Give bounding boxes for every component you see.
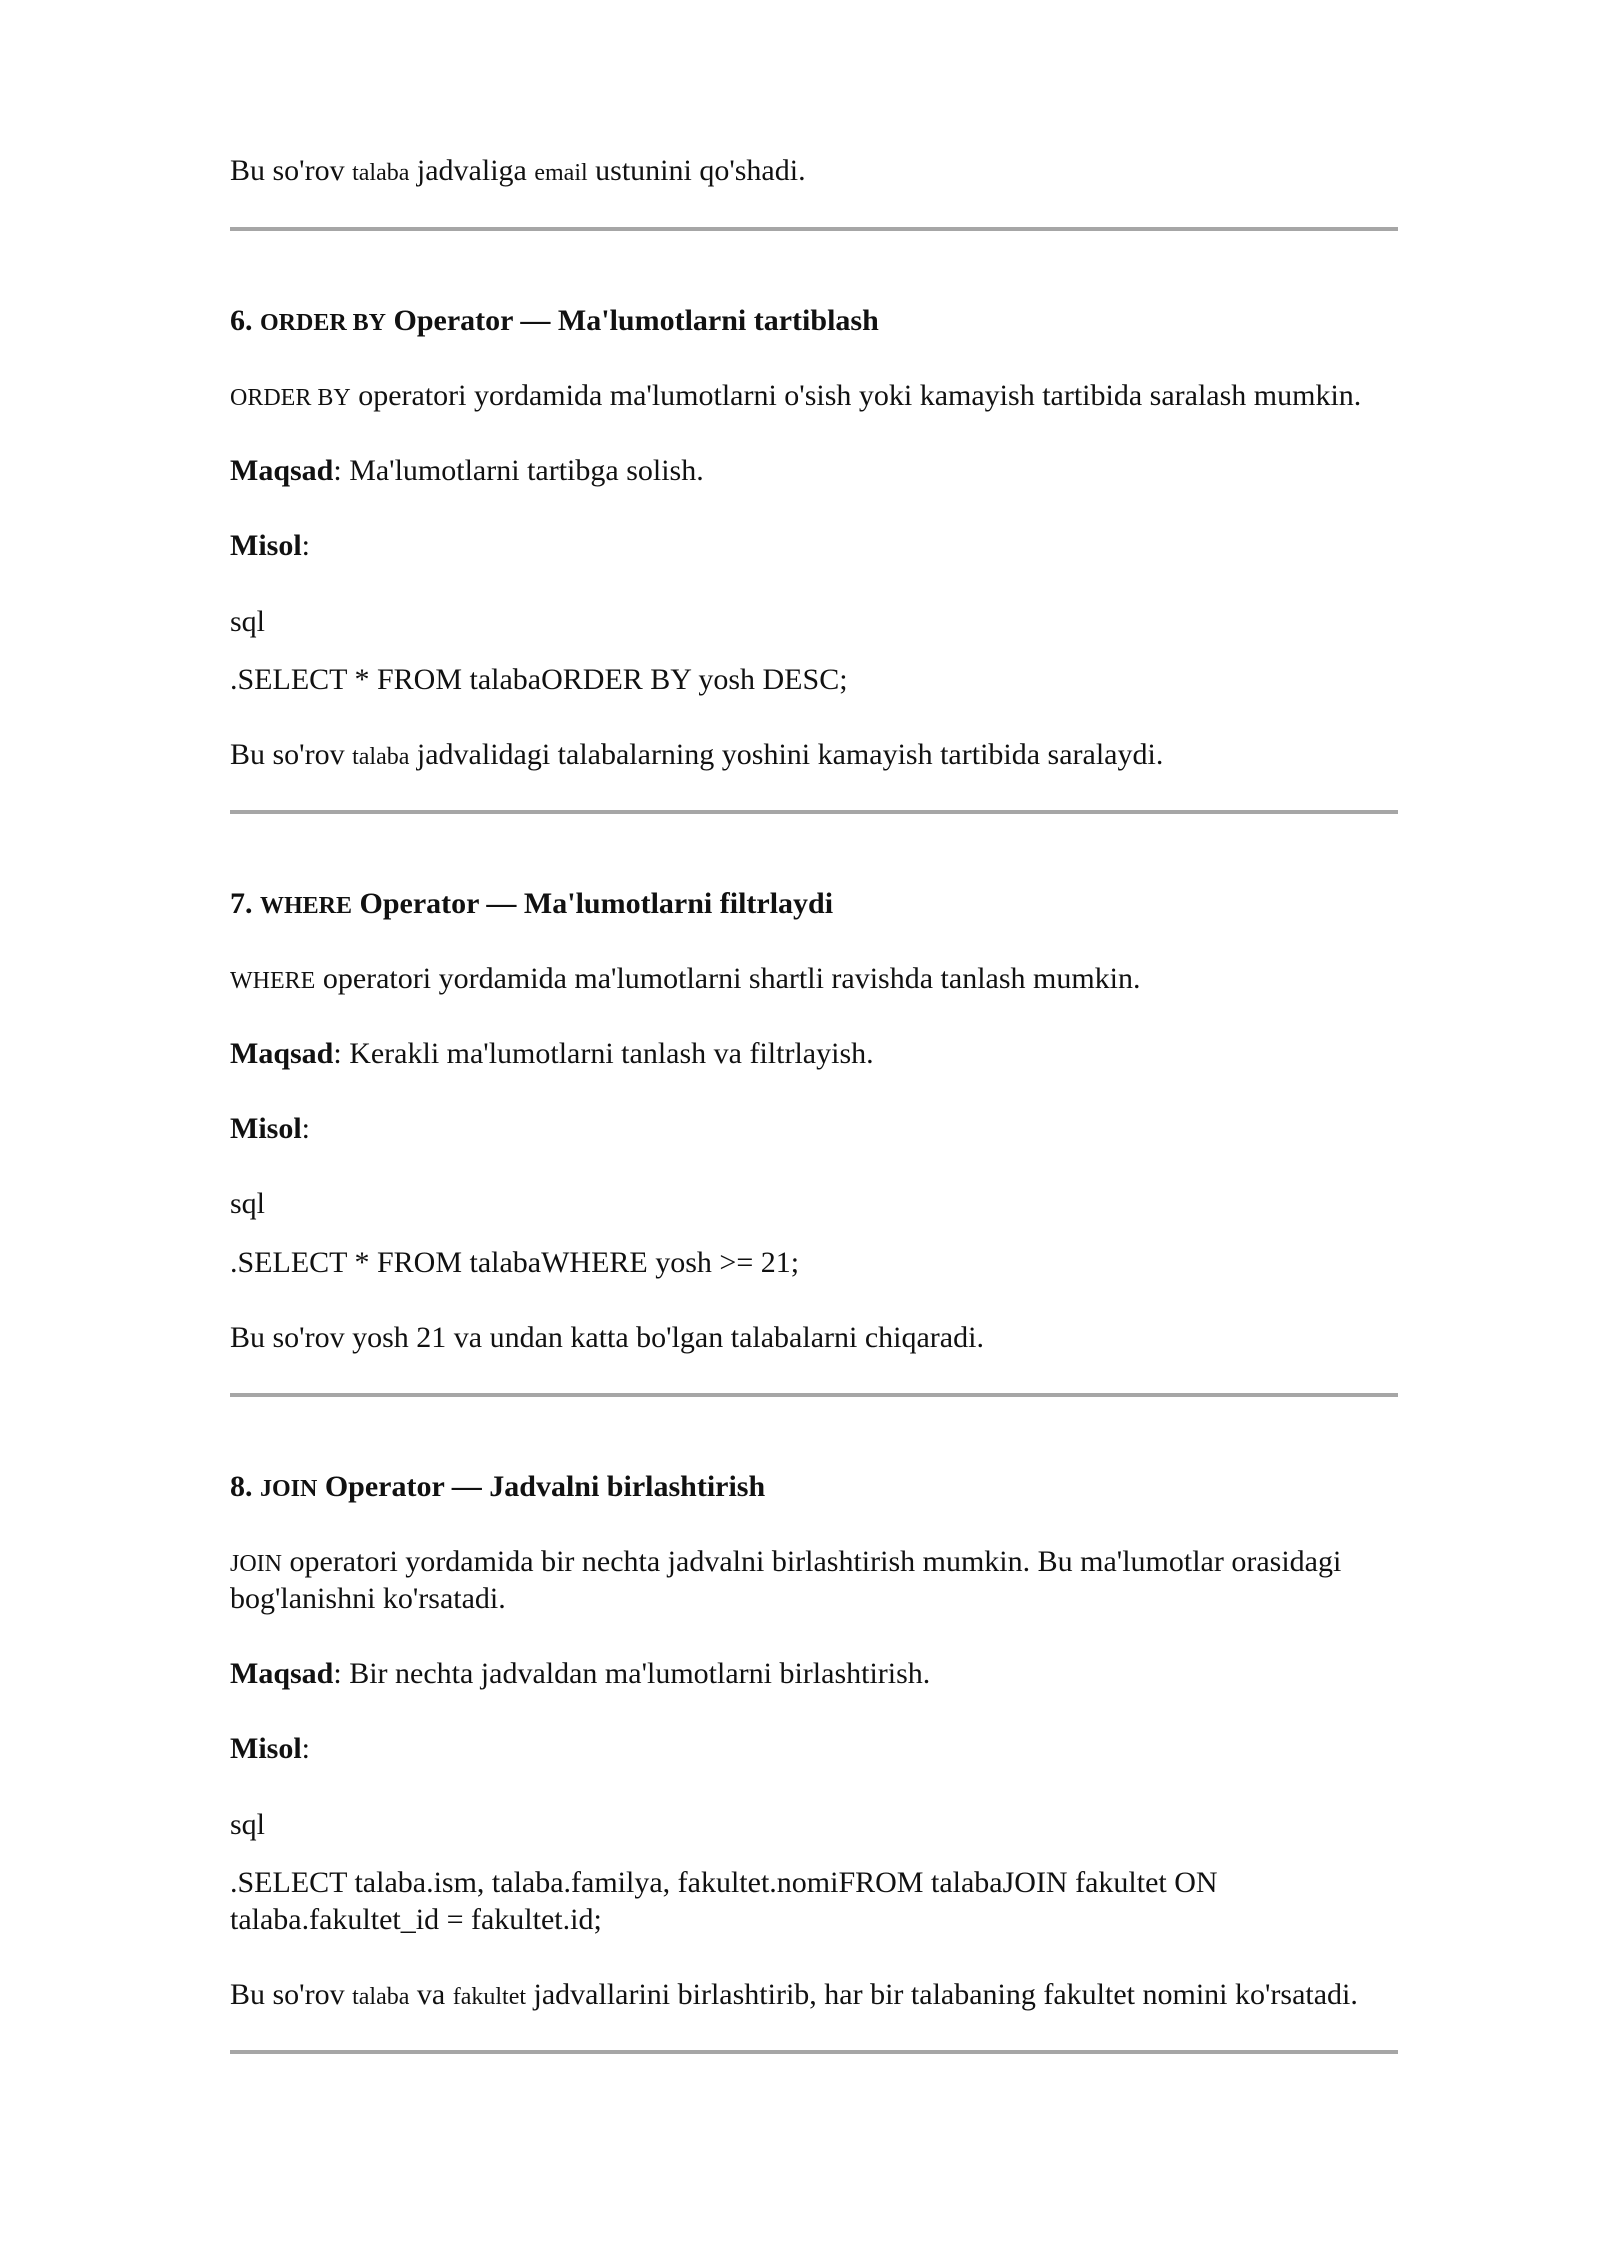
section-description bbox=[230, 1543, 1341, 1583]
code-block-line-2: talaba.fakultet_id = fakultet.id; bbox=[230, 1903, 602, 1936]
intro-text-after: ustunini qo'shadi. bbox=[587, 154, 806, 187]
intro-text-middle: jadvaliga bbox=[409, 154, 535, 187]
inline-code: talaba bbox=[352, 160, 410, 186]
purpose-paragraph bbox=[230, 1035, 874, 1072]
example-label-paragraph bbox=[230, 1730, 310, 1767]
example-label-paragraph bbox=[230, 1110, 310, 1147]
inline-code: JOIN bbox=[230, 1551, 282, 1577]
code-block-line-1: .SELECT talaba.ism, talaba.familya, fakultet.nomiFROM talabaJOIN fakultet ON bbox=[230, 1866, 1218, 1899]
intro-text-before: Bu so'rov bbox=[230, 154, 353, 187]
note-paragraph bbox=[230, 1976, 1358, 2016]
code-block: .SELECT * FROM talabaWHERE yosh >= 21; bbox=[230, 1246, 800, 1279]
intro-paragraph bbox=[230, 152, 806, 192]
note-text-before: Bu so'rov bbox=[230, 738, 353, 771]
code-language: sql bbox=[230, 605, 266, 638]
horizontal-rule bbox=[230, 2050, 1398, 2054]
purpose-paragraph bbox=[230, 1655, 930, 1692]
code-language: sql bbox=[230, 1808, 266, 1841]
code-language: sql bbox=[230, 1187, 266, 1220]
example-label-paragraph bbox=[230, 527, 310, 564]
section-title: Operator — Ma'lumotlarni tartiblash bbox=[386, 304, 879, 337]
note-text-after: jadvalidagi talabalarning yoshini kamayish tartibida saralaydi. bbox=[409, 738, 1164, 771]
purpose-label: Maqsad bbox=[230, 1657, 334, 1690]
example-colon: : bbox=[301, 529, 311, 562]
section-title: Operator — Ma'lumotlarni filtrlaydi bbox=[352, 887, 834, 920]
purpose-text: : Kerakli ma'lumotlarni tanlash va filtrlayish. bbox=[333, 1037, 874, 1070]
inline-code: WHERE bbox=[230, 968, 316, 994]
note-paragraph: Bu so'rov yosh 21 va undan katta bo'lgan talabalarni chiqaradi. bbox=[230, 1321, 984, 1354]
example-label: Misol bbox=[230, 1732, 302, 1765]
section-keyword: JOIN bbox=[260, 1476, 318, 1502]
description-text: operatori yordamida ma'lumotlarni o'sish yoki kamayish tartibida saralash mumkin. bbox=[350, 379, 1362, 412]
inline-code: fakultet bbox=[452, 1984, 527, 2010]
example-label: Misol bbox=[230, 1112, 302, 1145]
horizontal-rule bbox=[230, 227, 1398, 231]
section-number: 6. bbox=[230, 304, 253, 337]
example-colon: : bbox=[301, 1112, 311, 1145]
example-colon: : bbox=[301, 1732, 311, 1765]
section-keyword: WHERE bbox=[260, 893, 353, 919]
note-paragraph bbox=[230, 736, 1163, 776]
inline-code: email bbox=[534, 160, 588, 186]
purpose-text: : Bir nechta jadvaldan ma'lumotlarni birlashtirish. bbox=[333, 1657, 931, 1690]
code-block: .SELECT * FROM talabaORDER BY yosh DESC; bbox=[230, 663, 848, 696]
section-description bbox=[230, 377, 1361, 417]
note-text-after: jadvallarini birlashtirib, har bir talabaning fakultet nomini ko'rsatadi. bbox=[526, 1978, 1358, 2011]
note-text-middle: va bbox=[409, 1978, 453, 2011]
description-text: operatori yordamida ma'lumotlarni shartli ravishda tanlash mumkin. bbox=[315, 962, 1141, 995]
section-number: 7. bbox=[230, 887, 253, 920]
section-description-continued: bog'lanishni ko'rsatadi. bbox=[230, 1582, 506, 1615]
inline-code: talaba bbox=[352, 744, 410, 770]
purpose-label: Maqsad bbox=[230, 454, 334, 487]
inline-code: talaba bbox=[352, 1984, 410, 2010]
section-title: Operator — Jadvalni birlashtirish bbox=[317, 1470, 766, 1503]
section-heading bbox=[230, 302, 879, 342]
section-heading bbox=[230, 1468, 765, 1508]
example-label: Misol bbox=[230, 529, 302, 562]
note-text-before: Bu so'rov bbox=[230, 1978, 353, 2011]
section-number: 8. bbox=[230, 1470, 253, 1503]
purpose-label: Maqsad bbox=[230, 1037, 334, 1070]
purpose-text: : Ma'lumotlarni tartibga solish. bbox=[333, 454, 704, 487]
inline-code: ORDER BY bbox=[230, 385, 351, 411]
section-heading bbox=[230, 885, 833, 925]
description-text: operatori yordamida bir nechta jadvalni birlashtirish mumkin. Bu ma'lumotlar orasidagi bbox=[282, 1545, 1342, 1578]
section-description bbox=[230, 960, 1141, 1000]
horizontal-rule bbox=[230, 810, 1398, 814]
horizontal-rule bbox=[230, 1393, 1398, 1397]
section-keyword: ORDER BY bbox=[260, 310, 387, 336]
purpose-paragraph bbox=[230, 452, 704, 489]
